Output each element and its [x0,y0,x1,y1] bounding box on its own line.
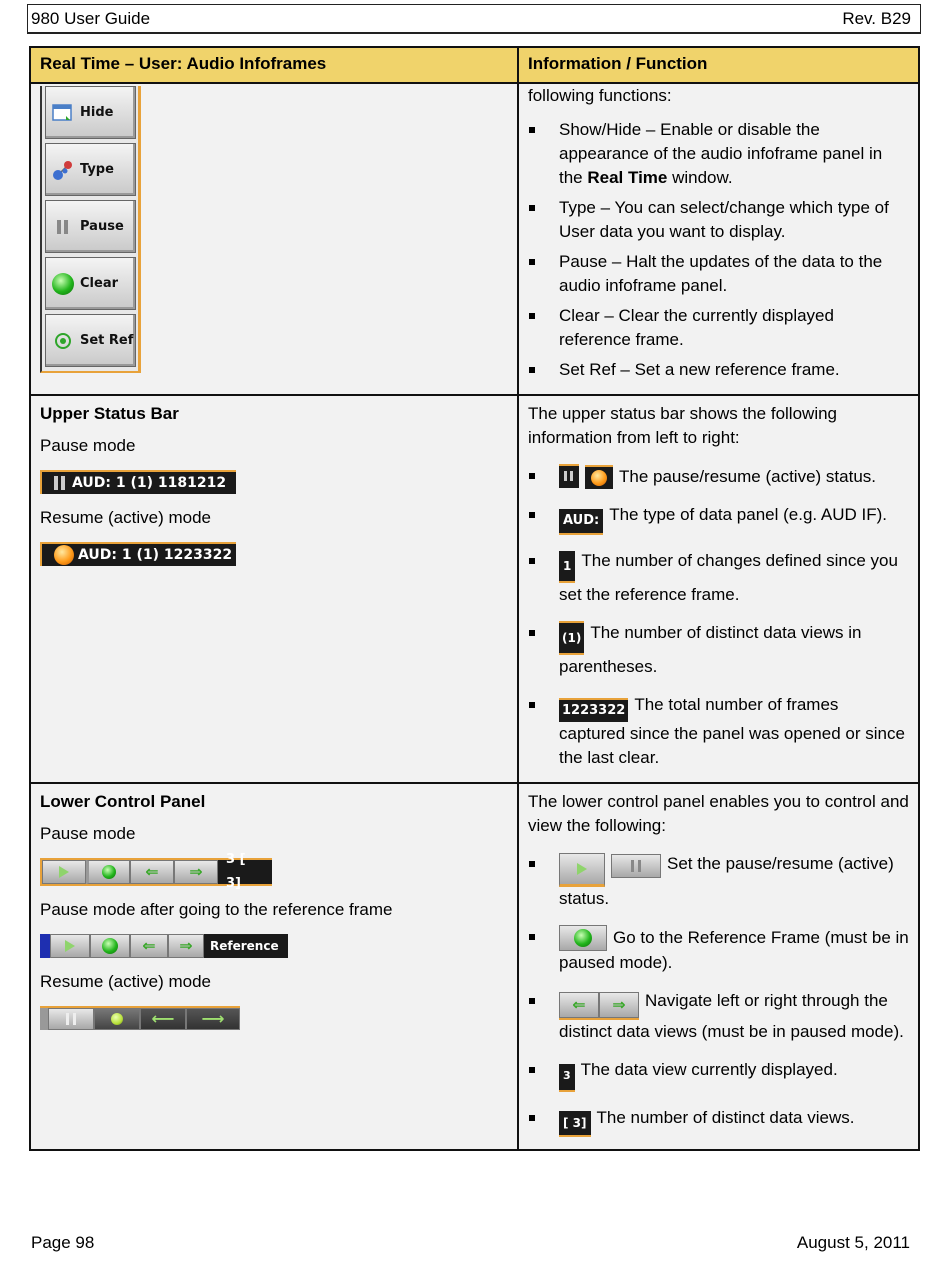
right-arrow-button[interactable]: ⟶ [186,1008,240,1030]
upper-status-title: Upper Status Bar [40,404,179,423]
pause-button[interactable] [45,200,136,253]
page-date: August 5, 2011 [796,1233,910,1252]
left-arrow-button[interactable]: ⟵ [140,1008,186,1030]
left-arrow-button[interactable]: ⇐ [130,860,174,884]
list-item: 1 The number of changes defined since you set the reference frame. [528,549,909,607]
reference-button[interactable] [94,1008,140,1030]
list-item: Go to the Reference Frame (must be in paused mode). [528,925,909,975]
reference-marker [40,934,50,958]
right-arrow-button[interactable]: ⇒ [168,934,204,958]
list-item: 1223322 The total number of frames captured since the panel was opened or since the last clear. [528,693,909,770]
green-orb-icon [559,925,607,951]
list-item: Show/Hide – Enable or disable the appearance of the audio infoframe panel in the Real Time window. [528,118,909,190]
window-icon [52,102,74,124]
pause-mode-label: Pause mode [40,824,136,843]
list-item: ⇐ ⇒ Navigate left or right through the distinct data views (must be in paused mode). [528,989,909,1044]
play-button[interactable] [42,860,86,884]
left-arrow-button[interactable]: ⇐ [130,934,168,958]
right-arrow-button[interactable]: ⇒ [174,860,218,884]
control-panel-reference [40,934,288,958]
type-button[interactable] [45,143,136,196]
pause-icon [611,854,661,878]
list-item: [ 3] The number of distinct data views. [528,1106,909,1137]
list-item: Set Ref – Set a new reference frame. [528,358,909,382]
chip-changes: 1 [559,551,575,583]
pause-label: Pause [80,218,124,234]
row3-left [30,783,518,1150]
hide-button[interactable] [45,86,136,139]
pause-icon [52,216,74,238]
page-header [27,4,921,34]
status-bar-active [40,542,236,566]
pause-mode-label: Pause mode [40,436,136,455]
row1-intro: following functions: [528,86,672,105]
list-item: AUD: The type of data panel (e.g. AUD IF). [528,503,909,535]
status-bar-paused [40,470,236,494]
clear-label: Clear [80,275,118,291]
clear-button[interactable] [45,257,136,310]
target-icon [52,330,74,352]
molecule-icon [52,159,74,181]
lower-panel-title: Lower Control Panel [40,792,206,811]
list-item: Pause – Halt the updates of the data to the audio infoframe panel. [528,250,909,298]
chip-aud: AUD: [559,509,603,535]
col1-header: Real Time – User: Audio Infoframes [30,47,518,83]
pause-icon [559,464,579,488]
list-item: Type – You can select/change which type of User data you want to display. [528,196,909,244]
row2-left [30,395,518,783]
list-item: Clear – Clear the currently displayed reference frame. [528,304,909,352]
row3-right [518,783,919,1150]
green-orb-icon [52,273,74,295]
arrow-buttons-icon: ⇐ ⇒ [559,992,639,1020]
resume-mode-label: Resume (active) mode [40,508,212,527]
list-item: (1) The number of distinct data views in parentheses. [528,621,909,679]
list-item: Set the pause/resume (active) status. [528,852,909,911]
chip-frames: 1223322 [559,698,628,722]
row2-intro: The upper status bar shows the following information from left to right: [528,404,838,447]
row1-left [30,83,518,395]
view-counter: 3 [ 3] [218,860,272,884]
orange-orb-icon [54,545,74,565]
pause-icon [54,476,66,490]
set-ref-button[interactable] [45,314,136,367]
list-item: 3 The data view currently displayed. [528,1058,909,1092]
reference-button[interactable] [90,934,130,958]
pause-button[interactable] [48,1008,94,1030]
panel-edge [40,1008,48,1030]
type-label: Type [80,161,114,177]
play-button[interactable] [50,934,90,958]
status-bar-text: AUD: 1 (1) 1223322 [78,547,233,563]
guide-title: 980 User Guide [31,9,151,28]
orange-orb-icon [585,465,613,489]
control-panel-active [40,1006,240,1030]
reference-button[interactable] [86,860,130,884]
row3-intro: The lower control panel enables you to control and view the following: [528,792,909,835]
hide-label: Hide [80,104,114,120]
play-icon [559,853,605,887]
status-bar-text: AUD: 1 (1) 1181212 [72,475,227,491]
chip-view-count: [ 3] [559,1111,591,1137]
ref-mode-label: Pause mode after going to the reference frame [40,900,393,919]
chip-views: (1) [559,621,584,655]
row1-right [518,83,919,395]
button-stack [40,86,141,373]
resume-mode-label: Resume (active) mode [40,972,212,991]
control-panel-paused [40,852,272,891]
page-number: Page 98 [31,1233,95,1252]
chip-current-view: 3 [559,1064,575,1092]
col2-header: Information / Function [518,47,919,83]
row2-right [518,395,919,783]
revision: Rev. B29 [842,9,911,28]
list-item: The pause/resume (active) status. [528,464,909,489]
info-table [29,46,920,1151]
set-ref-label: Set Ref [80,332,134,348]
reference-label: Reference [204,934,288,958]
